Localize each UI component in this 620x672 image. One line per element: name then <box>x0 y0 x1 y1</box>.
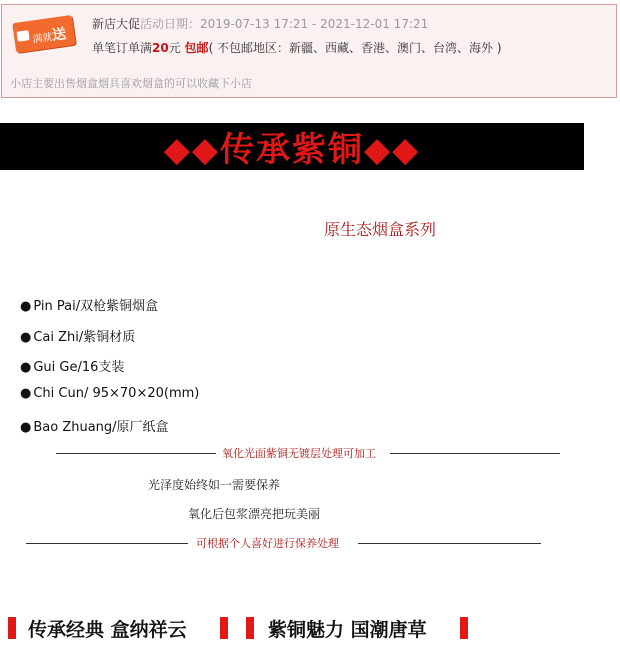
promo-title: 新店大促 <box>92 17 141 31</box>
shop-note: 小店主要出售烟盒烟具喜欢烟盒的可以收藏下小店 <box>10 77 252 90</box>
care-note-1: 光泽度始终如一需要保养 <box>148 478 281 492</box>
title-banner <box>0 123 584 170</box>
bullet: ● <box>20 386 32 401</box>
free-shipping-label: 包邮 <box>184 41 209 55</box>
footer-slogan-right: 紫铜魅力 国潮唐草 <box>268 619 427 641</box>
spec-item-brand <box>20 295 158 314</box>
footer-red-bar <box>220 617 228 639</box>
bullet: ● <box>20 420 32 435</box>
bullet: ● <box>20 330 32 345</box>
divider-rule-2 <box>0 535 620 551</box>
spec-text: Chi Cun/ 95×70×20(mm) <box>33 386 200 401</box>
divider-line <box>390 453 560 454</box>
bullet: ● <box>20 360 32 375</box>
spec-item-packaging <box>20 416 169 435</box>
care-note-2: 氧化后包浆漂亮把玩美丽 <box>188 507 321 521</box>
spec-item-size <box>20 386 199 401</box>
promo-condition-prefix: 单笔订单满 <box>92 41 153 55</box>
promo-amount: 20 <box>152 41 169 55</box>
bullet: ● <box>20 299 32 314</box>
divider-line <box>56 453 216 454</box>
promo-title-line <box>92 15 428 32</box>
promo-badge <box>12 15 76 53</box>
divider-caption: 氧化光面紫铜无镀层处理可加工 <box>222 447 376 460</box>
divider-rule-1 <box>0 445 620 461</box>
spec-text: Pin Pai/双枪紫铜烟盒 <box>33 299 159 314</box>
spec-text: Bao Zhuang/原厂纸盒 <box>33 420 169 435</box>
promo-date-label: 活动日期： <box>140 17 201 31</box>
promo-badge-small: 满就 <box>31 31 54 46</box>
spec-item-material <box>20 326 135 345</box>
cart-icon <box>16 30 29 42</box>
promotion-panel <box>1 4 617 98</box>
promo-date-range: 2019-07-13 17:21 - 2021-12-01 17:21 <box>200 17 429 31</box>
spec-item-capacity <box>20 356 124 375</box>
banner-title: ◆◆传承紫铜◆◆ <box>163 130 421 170</box>
footer-red-bar <box>8 617 16 639</box>
spec-text: Cai Zhi/紫铜材质 <box>33 330 136 345</box>
series-subtitle: 原生态烟盒系列 <box>324 220 437 239</box>
divider-line <box>358 543 541 544</box>
promo-condition-line <box>92 39 502 56</box>
footer-slogan-left: 传承经典 盒纳祥云 <box>28 619 187 641</box>
shipping-exclusions: ( 不包邮地区：新疆、西藏、香港、澳门、台湾、海外 ) <box>208 41 502 55</box>
divider-line <box>26 543 188 544</box>
promo-badge-label <box>31 23 67 48</box>
promo-unit: 元 <box>168 41 185 55</box>
promo-badge-big: 送 <box>51 25 68 44</box>
footer-red-bar <box>246 617 254 639</box>
footer-red-bar <box>460 617 468 639</box>
spec-text: Gui Ge/16支装 <box>33 360 125 375</box>
divider-caption: 可根据个人喜好进行保养处理 <box>196 537 339 550</box>
